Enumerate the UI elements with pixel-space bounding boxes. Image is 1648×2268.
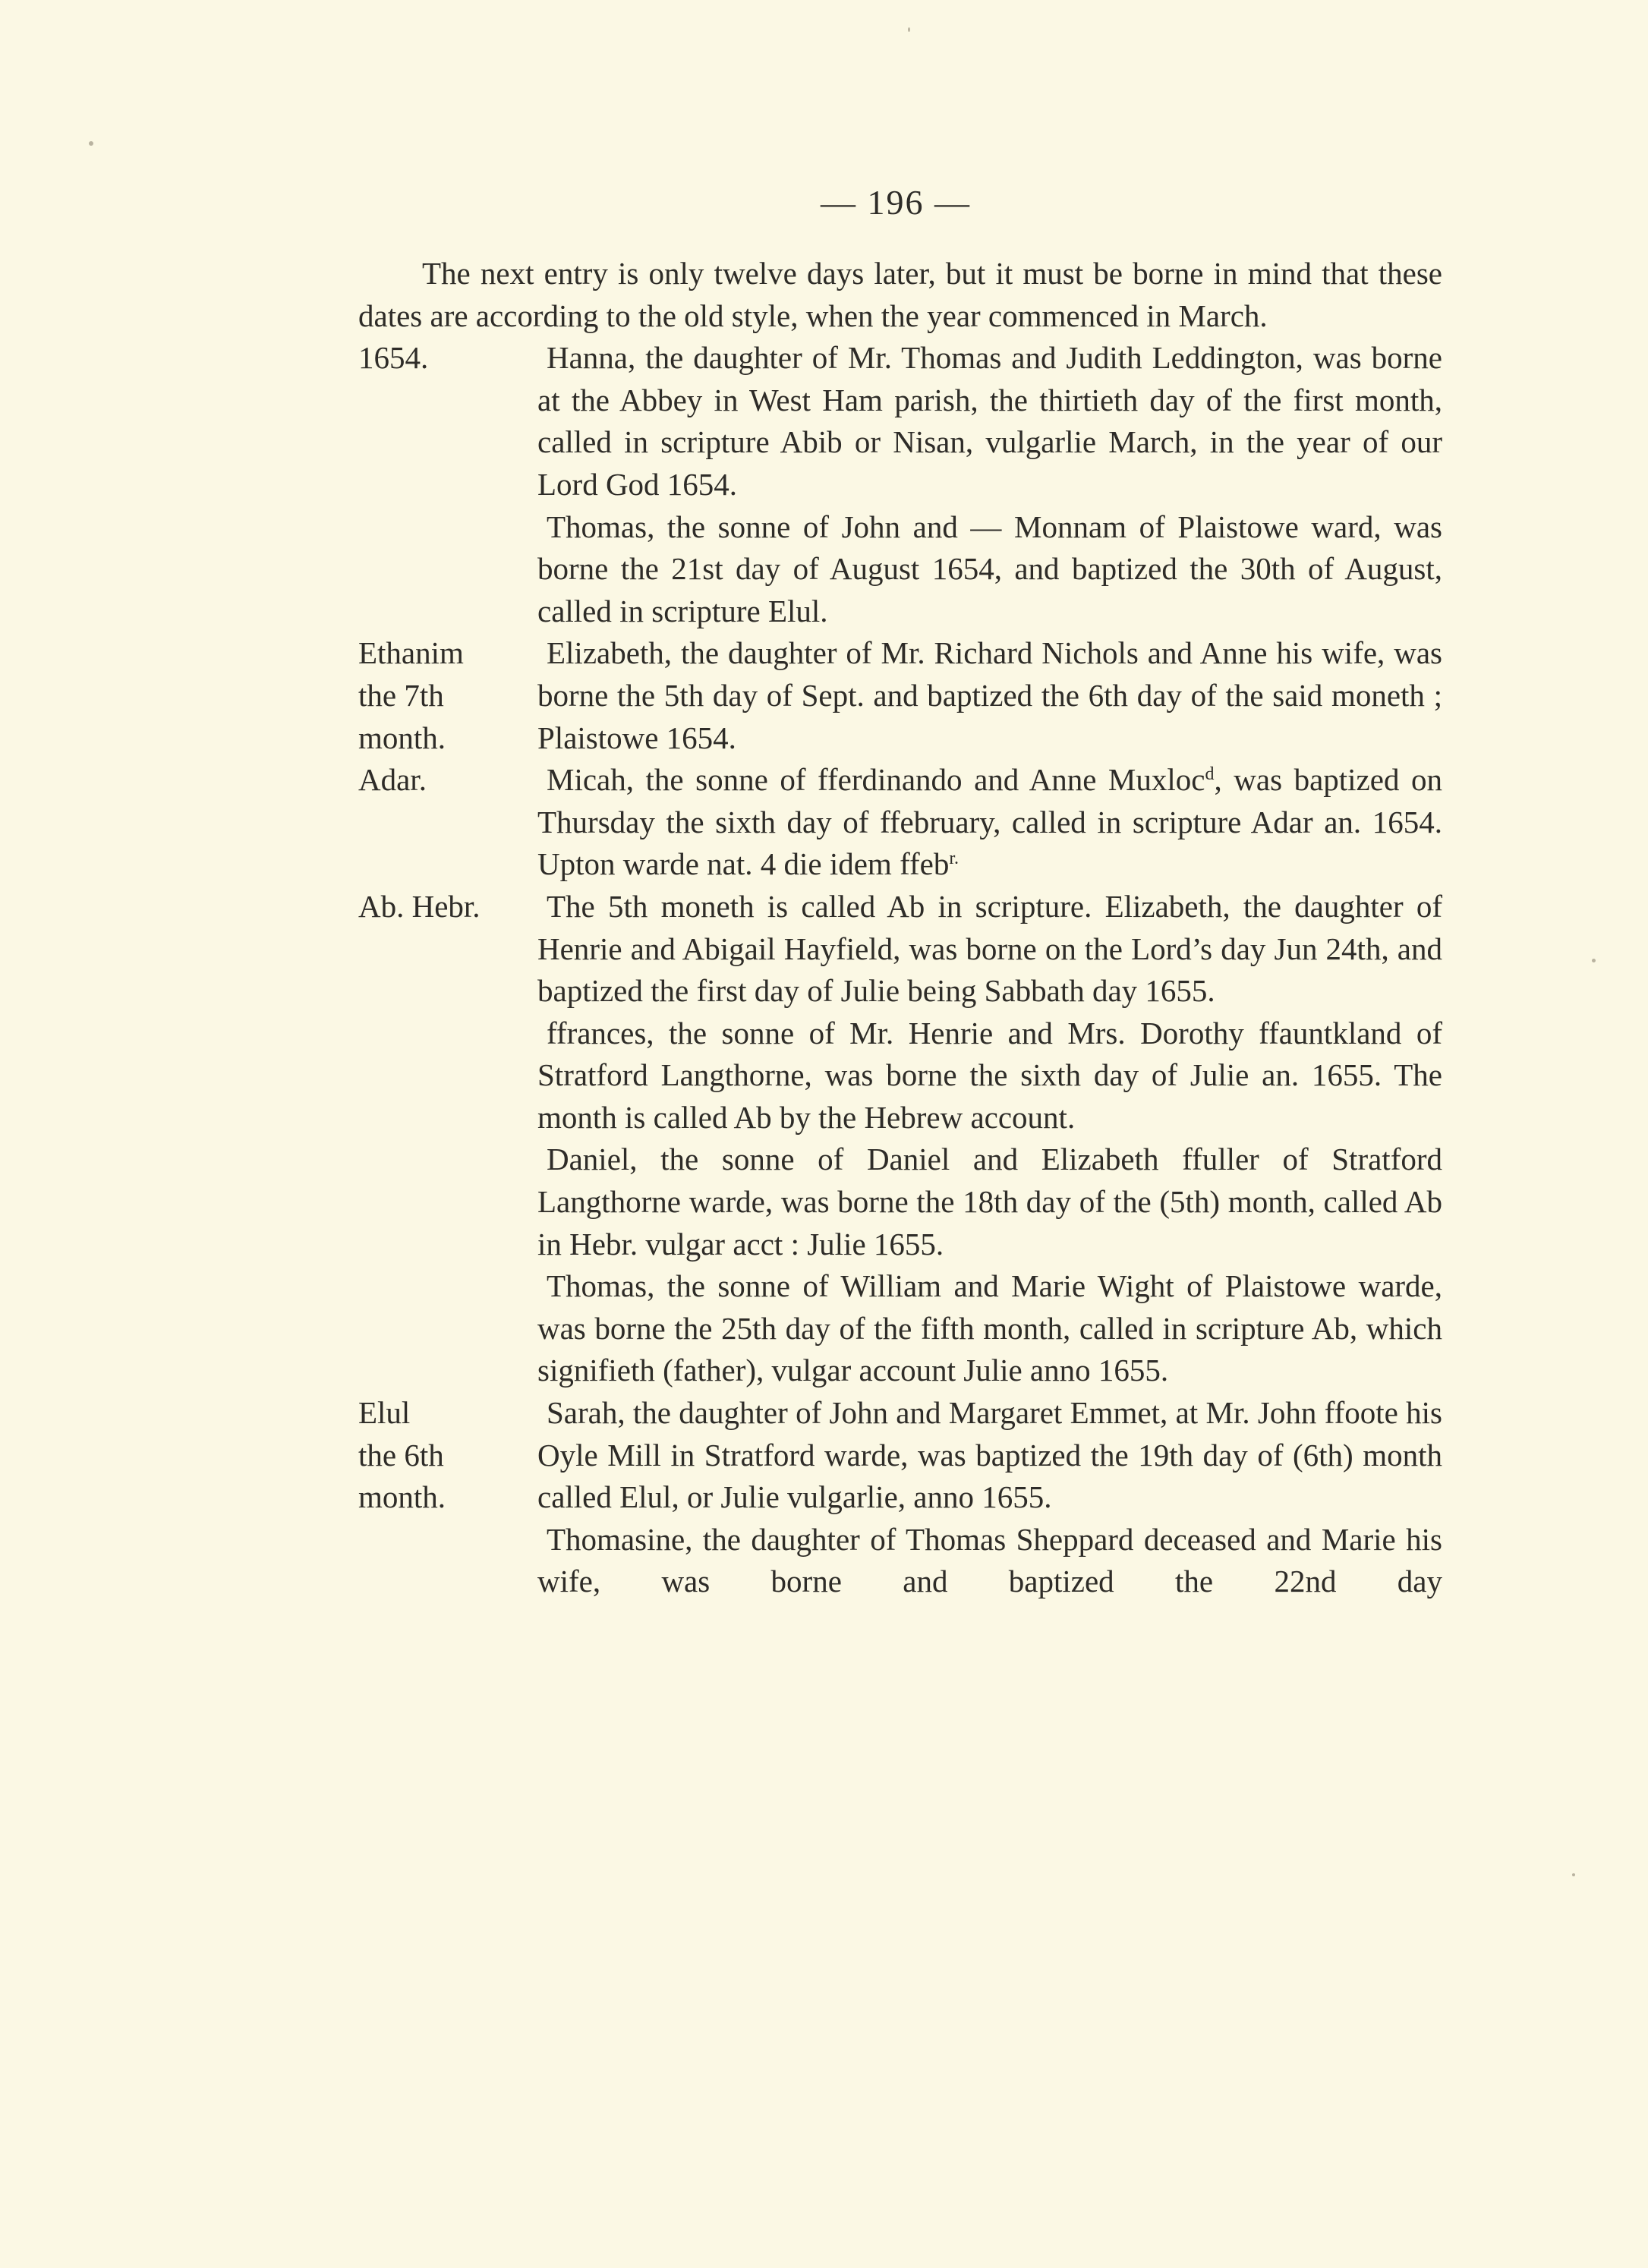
margin-note: Ab. Hebr. <box>358 888 481 924</box>
register-entry <box>358 506 1442 633</box>
entry-text: Daniel, the sonne of Daniel and Elizabeth ffuller of Stratford Langthorne warde, was borne the 18th day of the (5th) month, called Ab in Hebr. vulgar acct : Julie 1655. <box>537 1142 1442 1262</box>
entry-text: Thomasine, the daughter of Thomas Sheppard deceased and Marie his wife, was borne and baptized the 22nd day <box>537 1521 1442 1599</box>
register-entry <box>358 337 1442 506</box>
page-number: — 196 — <box>821 183 971 222</box>
register-entry <box>358 1392 1442 1519</box>
register-entry <box>358 1519 1442 1603</box>
margin-note <box>358 1519 537 1603</box>
entry-text: Thomas, the sonne of William and Marie Wight of Plaistowe warde, was borne the 25th day of the fifth month, called in scripture Ab, which signifieth (father), vulgar account Julie anno 1655. <box>537 1268 1442 1388</box>
register-entry <box>358 632 1442 759</box>
paper-speck <box>89 141 93 146</box>
margin-note: Elul the 6th month. <box>358 1395 446 1515</box>
entry-text-part: , was baptized on Thursday the sixth day of ffebruary, called in scripture Adar an. 1654. Upton warde nat. 4 die idem ffeb <box>537 762 1442 882</box>
entry-text: Sarah, the daughter of John and Margaret Emmet, at Mr. John ffoote his Oyle Mill in Stratford warde, was baptized the 19th day of (6th) month called Elul, or Julie vulgarlie, anno 1655. <box>537 1395 1442 1515</box>
paper-speck <box>908 27 910 32</box>
register-entry <box>358 1139 1442 1265</box>
entry-text: Thomas, the sonne of John and — Monnam of Plaistowe ward, was borne the 21st day of August 1654, and baptized the 30th of August, called in scripture Elul. <box>537 509 1442 628</box>
entry-text-part: Micah, the sonne of fferdinando and Anne Muxloc <box>547 762 1205 798</box>
intro-paragraph: The next entry is only twelve days later, but it must be borne in mind that these dates are according to the old style, when the year commenced in March. <box>358 256 1442 333</box>
margin-note <box>358 1265 537 1392</box>
margin-note: Ethanim the 7th month. <box>358 635 464 755</box>
margin-note <box>358 1013 537 1139</box>
superscript: d <box>1205 764 1215 785</box>
margin-note <box>358 1139 537 1265</box>
register-entry <box>358 886 1442 1013</box>
register-entry <box>358 1265 1442 1392</box>
text-body <box>358 253 1442 1603</box>
entry-text <box>537 759 1442 886</box>
entry-text: Hanna, the daughter of Mr. Thomas and Judith Leddington, was borne at the Abbey in West Ham parish, the thirtieth day of the first month, called in scripture Abib or Nisan, vulgarlie March, in the year of our Lord God 1654. <box>537 340 1442 502</box>
margin-note <box>358 506 537 633</box>
superscript: r. <box>949 849 959 869</box>
margin-note: 1654. <box>358 340 429 376</box>
entry-text: The 5th moneth is called Ab in scripture. Elizabeth, the daughter of Henrie and Abigail Hayfield, was borne on the Lord’s day Jun 24th, and baptized the first day of Julie being Sabbath day 1655. <box>537 888 1442 1009</box>
entry-text: Elizabeth, the daughter of Mr. Richard Nichols and Anne his wife, was borne the 5th day of Sept. and baptized the 6th day of the said moneth ; Plaistowe 1654. <box>537 635 1442 755</box>
paper-speck <box>1592 959 1596 962</box>
entry-text: ffrances, the sonne of Mr. Henrie and Mrs. Dorothy ffauntkland of Stratford Langthorne, was borne the sixth day of Julie an. 1655. The month is called Ab by the Hebrew account. <box>537 1015 1442 1135</box>
register-entry <box>358 759 1442 886</box>
register-entry <box>358 1013 1442 1139</box>
paper-speck <box>1572 1873 1575 1876</box>
margin-note: Adar. <box>358 762 427 798</box>
